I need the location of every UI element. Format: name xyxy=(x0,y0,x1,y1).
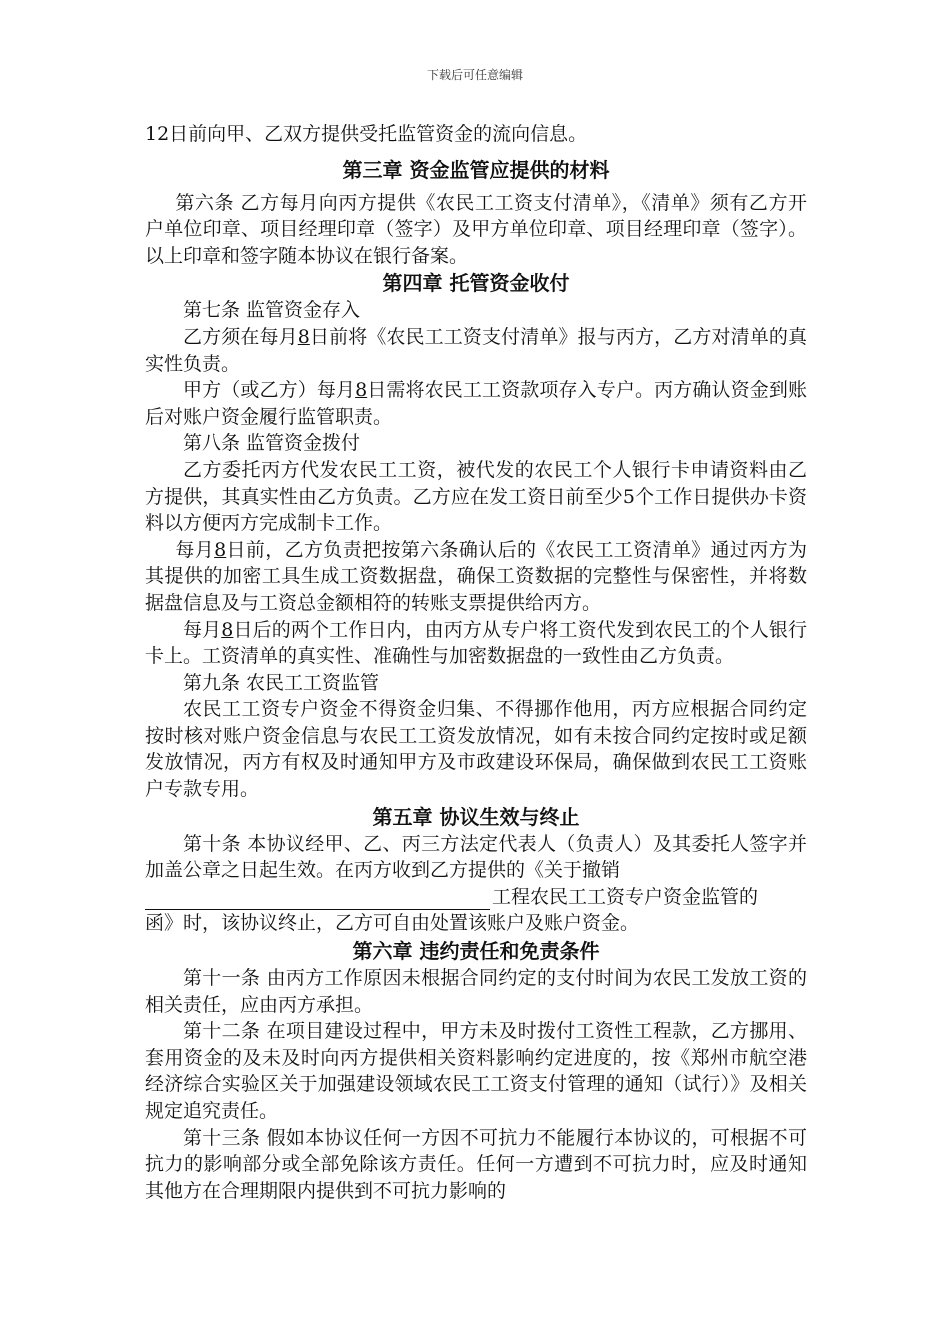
article-11: 第十一条 由丙方工作原因未根据合同约定的支付时间为农民工发放工资的相关责任，应由丙方承担。 xyxy=(145,967,807,1016)
article-9-title: 第九条 农民工工资监管 xyxy=(183,671,380,694)
article-6: 第六条 乙方每月向丙方提供《农民工工资支付清单》，《清单》须有乙方开户单位印章、项目经理印章（签字）及甲方单位印章、项目经理印章（签字）。以上印章和签字随本协议在银行备案。 xyxy=(145,191,807,267)
article-13: 第十三条 假如本协议任何一方因不可抗力不能履行本协议的，可根据不可抗力的影响部分或全部免除该方责任。任何一方遭到不可抗力时，应及时通知其他方在合理期限内提供到不可抗力影响的 xyxy=(145,1126,807,1202)
text-run: 每月 xyxy=(175,538,215,561)
article-8-para-1: 乙方委托丙方代发农民工工资，被代发的农民工个人银行卡申请资料由乙方提供，其真实性由乙方负责。乙方应在发工资日前至少5个工作日提供办卡资料以方便丙方完成制卡工作。 xyxy=(145,458,807,535)
article-7-para-1 xyxy=(145,324,807,377)
text-run: 甲方（或乙方）每月 xyxy=(183,379,356,402)
text-run: 日前将《农民工工资支付清单》报与丙方，乙方对清单的真实性负责。 xyxy=(145,325,807,375)
chapter-5-heading: 第五章 协议生效与终止 xyxy=(372,804,580,829)
text-run: 日前，乙方负责把按第六条确认后的《农民工工资清单》通过丙方为其提供的加密工具生成工资数据盘，确保工资数据的完整性与保密性，并将数据盘信息及与工资总金额相符的转账支票提供给丙方。 xyxy=(145,538,807,614)
day-value: 8 xyxy=(355,379,368,402)
article-7-title: 第七条 监管资金存入 xyxy=(183,299,361,322)
text-run: 每月 xyxy=(183,618,222,641)
day-value: 8 xyxy=(297,325,310,348)
chapter-4-heading: 第四章 托管资金收付 xyxy=(382,271,570,296)
article-10: 第十条 本协议经甲、乙、丙三方法定代表人（负责人）及其委托人签字并加盖公章之日起生效。在丙方收到乙方提供的《关于撤销 xyxy=(145,832,807,882)
fill-in-blank xyxy=(145,890,490,910)
article-9-para: 农民工工资专户资金不得资金归集、不得挪作他用，丙方应根据合同约定按时核对账户资金信息与农民工工资发放情况，如有未按合同约定按时或足额发放情况，丙方有权及时通知甲方及市政建设环保局，确保做到农民工工资账户专款专用。 xyxy=(145,698,807,801)
article-12: 第十二条 在项目建设过程中，甲方未及时拨付工资性工程款，乙方挪用、套用资金的及未及时向丙方提供相关资料影响约定进度的，按《郑州市航空港经济综合实验区关于加强建设领域农民工工资支付管理的通知（试行）》及相关规定追究责任。 xyxy=(145,1020,807,1122)
text-run: 工程农民工工资专户资金监管的 xyxy=(492,885,759,908)
article-8-para-3 xyxy=(145,617,807,670)
day-value: 8 xyxy=(214,538,227,561)
article-10-end: 函》时，该协议终止，乙方可自由处置该账户及账户资金。 xyxy=(145,912,640,935)
text-run: 日需将农民工工资款项存入专户。丙方确认资金到账后对账户资金履行监管职责。 xyxy=(145,379,807,428)
chapter-3-heading: 第三章 资金监管应提供的材料 xyxy=(342,157,610,182)
article-8-para-2 xyxy=(145,537,807,617)
text-run: 乙方须在每月 xyxy=(183,325,298,348)
document-body xyxy=(145,121,807,1204)
day-value: 8 xyxy=(221,618,234,641)
article-7-para-2 xyxy=(145,377,807,430)
chapter-6-heading: 第六章 违约责任和免责条件 xyxy=(352,939,600,964)
article-8-title: 第八条 监管资金拨付 xyxy=(183,432,361,455)
text-run: 日后的两个工作日内，由丙方从专户将工资代发到农民工的个人银行卡上。工资清单的真实性、准确性与加密数据盘的一致性由乙方负责。 xyxy=(145,618,807,668)
page-header: 下载后可任意编辑 xyxy=(426,68,523,82)
article-10-blank-line xyxy=(145,884,807,911)
paragraph-continuation: 12日前向甲、乙双方提供受托监管资金的流向信息。 xyxy=(145,123,588,145)
